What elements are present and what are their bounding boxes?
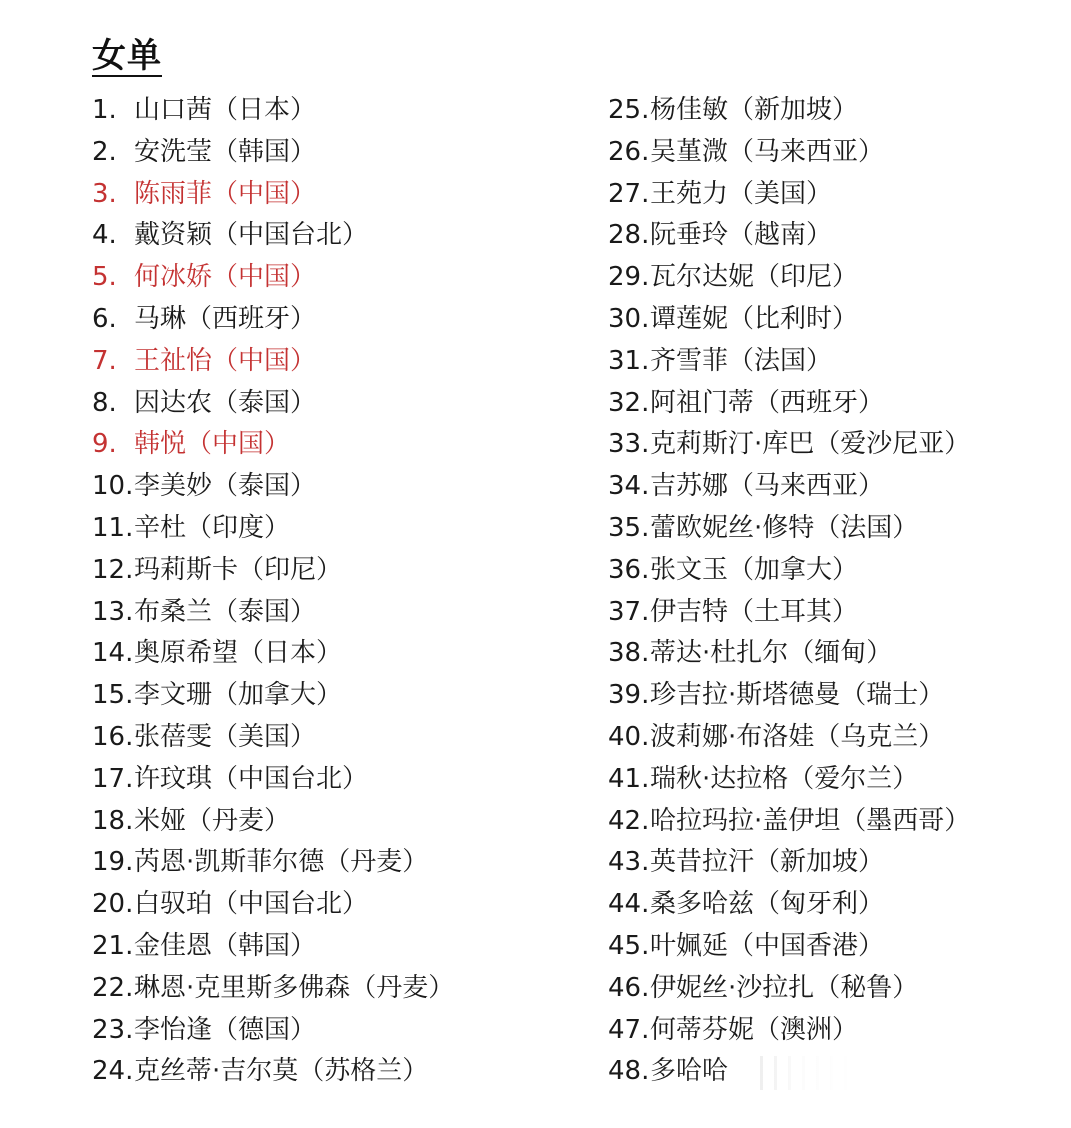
list-item-number: 30. [608,303,650,334]
list-item [92,842,562,884]
list-item-name: 克丝蒂·吉尔莫（苏格兰） [134,1056,429,1087]
list-item [92,132,562,174]
list-item [608,299,1048,341]
list-item-number: 18. [92,805,134,836]
list-item-name: 张文玉（加拿大） [650,554,859,585]
ranking-list-left [92,90,562,1093]
list-item-number: 3. [92,178,117,209]
list-item [92,550,562,592]
list-item-number: 25. [608,95,650,125]
list-item [92,801,562,843]
list-item-name: 张蓓雯（美国） [134,721,317,752]
list-item-name: 陈雨菲（中国） [134,178,317,209]
list-item-number: 28. [608,220,650,251]
list-item-number: 22. [92,972,134,1003]
list-item [92,884,562,926]
list-item-number: 27. [608,178,650,209]
list-item-number: 16. [92,721,134,752]
list-item-name: 王祉怡（中国） [134,345,317,376]
list-item-number: 23. [92,1014,134,1045]
list-item-name: 李怡逢（德国） [134,1014,317,1045]
list-item-number: 15. [92,680,134,711]
list-item-name: 辛杜（印度） [134,512,291,543]
list-item-number: 33. [608,429,650,460]
list-item [608,675,1048,717]
list-item-name: 阮垂玲（越南） [650,220,833,251]
list-item-number: 9. [92,429,117,460]
list-item-number: 26. [608,136,650,167]
list-item [92,424,562,466]
list-item-name: 韩悦（中国） [134,429,291,460]
list-item-number: 11. [92,512,134,543]
list-item-name: 桑多哈兹（匈牙利） [650,889,885,920]
list-item-name: 蕾欧妮丝·修特（法国） [650,512,919,543]
list-item [608,383,1048,425]
list-item-number: 42. [608,805,650,836]
list-item-name: 蒂达·杜扎尔（缅甸） [650,638,893,669]
list-item-number: 21. [92,930,134,961]
list-item [92,508,562,550]
list-item [92,1051,562,1093]
list-item [608,884,1048,926]
list-item [608,842,1048,884]
list-item-name: 哈拉玛拉·盖伊坦（墨西哥） [650,805,971,836]
list-item-name: 齐雪菲（法国） [650,345,833,376]
list-item [92,675,562,717]
list-item-name: 李文珊（加拿大） [134,680,343,711]
list-item [92,299,562,341]
list-item-number: 5. [92,262,117,293]
list-item-number: 8. [92,387,117,418]
list-item [608,968,1048,1010]
list-item [608,215,1048,257]
list-item-number: 34. [608,471,650,502]
list-item-number: 12. [92,554,134,585]
list-item [92,257,562,299]
list-item-name: 英昔拉汗（新加坡） [650,847,885,878]
list-item-name: 安洗莹（韩国） [134,136,317,167]
list-item [92,717,562,759]
list-item-name: 瑞秋·达拉格（爱尔兰） [650,763,919,794]
list-item-number: 36. [608,554,650,585]
list-item-number: 13. [92,596,134,627]
list-item [608,174,1048,216]
list-item-number: 48. [608,1056,650,1087]
list-item-name: 吴堇溦（马来西亚） [650,136,885,167]
list-item-name: 伊吉特（土耳其） [650,596,859,627]
list-item [92,341,562,383]
list-item [608,257,1048,299]
list-item-number: 41. [608,763,650,794]
list-item-name: 王苑力（美国） [650,178,833,209]
list-item-name: 布桑兰（泰国） [134,596,317,627]
list-item-number: 17. [92,763,134,794]
list-item-name: 伊妮丝·沙拉扎（秘鲁） [650,972,919,1003]
list-item-name: 谭莲妮（比利时） [650,303,859,334]
list-item-number: 38. [608,638,650,669]
list-item [608,926,1048,968]
list-item-number: 6. [92,303,117,334]
list-item [608,717,1048,759]
list-item [608,592,1048,634]
list-item-number: 29. [608,262,650,293]
list-item-number: 39. [608,680,650,711]
list-item-number: 19. [92,847,134,878]
list-item-number: 4. [92,220,117,251]
list-item-name: 因达农（泰国） [134,387,317,418]
list-item-number: 46. [608,972,650,1003]
list-item-name: 玛莉斯卡（印尼） [134,554,343,585]
list-item [92,926,562,968]
list-item-number: 20. [92,889,134,920]
list-item-number: 31. [608,345,650,376]
list-item-number: 45. [608,930,650,961]
list-item [608,550,1048,592]
list-item [608,633,1048,675]
ranking-list-right [608,90,1048,1093]
list-item-name: 戴资颖（中国台北） [134,220,369,251]
list-item [92,759,562,801]
list-item-name: 李美妙（泰国） [134,471,317,502]
list-item-number: 35. [608,512,650,543]
list-item-number: 2. [92,136,117,167]
list-item [92,90,562,132]
list-item-name: 奥原希望（日本） [134,638,343,669]
list-item-name: 波莉娜·布洛娃（乌克兰） [650,721,945,752]
list-item [608,801,1048,843]
list-item [92,968,562,1010]
list-item-number: 14. [92,638,134,669]
list-item [608,90,1048,132]
list-item [608,1010,1048,1052]
list-item-name: 珍吉拉·斯塔德曼（瑞士） [650,680,945,711]
list-item-name: 米娅（丹麦） [134,805,291,836]
list-item-name: 芮恩·凯斯菲尔德（丹麦） [134,847,429,878]
list-item-number: 37. [608,596,650,627]
list-item-name: 瓦尔达妮（印尼） [650,262,859,293]
list-item-name: 金佳恩（韩国） [134,930,317,961]
list-item-number: 47. [608,1014,650,1045]
list-item-number: 32. [608,387,650,418]
list-item-name: 叶姵延（中国香港） [650,930,885,961]
fade-overlay [736,1052,1071,1094]
list-item-number: 44. [608,889,650,920]
page-title: 女单 [92,36,162,76]
list-item [92,174,562,216]
list-item-number: 43. [608,847,650,878]
list-item [92,383,562,425]
list-item-name: 克莉斯汀·库巴（爱沙尼亚） [650,429,971,460]
list-item-number: 7. [92,345,117,376]
list-item-name: 杨佳敏（新加坡） [650,95,859,125]
list-item-number: 40. [608,721,650,752]
list-item [92,633,562,675]
list-item [608,466,1048,508]
list-item-name: 何冰娇（中国） [134,262,317,293]
list-item [608,759,1048,801]
list-item-name: 山口茜（日本） [134,95,317,125]
list-item [608,132,1048,174]
list-item-name: 阿祖门蒂（西班牙） [650,387,885,418]
list-item [92,466,562,508]
list-item-number: 24. [92,1056,134,1087]
list-item [608,508,1048,550]
list-item-number: 10. [92,471,134,502]
list-item-name: 琳恩·克里斯多佛森（丹麦） [134,972,455,1003]
list-item [92,1010,562,1052]
list-item [92,215,562,257]
list-item-name: 马琳（西班牙） [134,303,317,334]
list-item [608,341,1048,383]
list-item [608,424,1048,466]
list-item-name: 许玟琪（中国台北） [134,763,369,794]
list-item-name: 吉苏娜（马来西亚） [650,471,885,502]
list-item-name: 何蒂芬妮（澳洲） [650,1014,859,1045]
list-item-name: 白驭珀（中国台北） [134,889,369,920]
list-item-name: 多哈哈 [650,1056,729,1087]
list-item-number: 1. [92,95,117,125]
list-item [92,592,562,634]
